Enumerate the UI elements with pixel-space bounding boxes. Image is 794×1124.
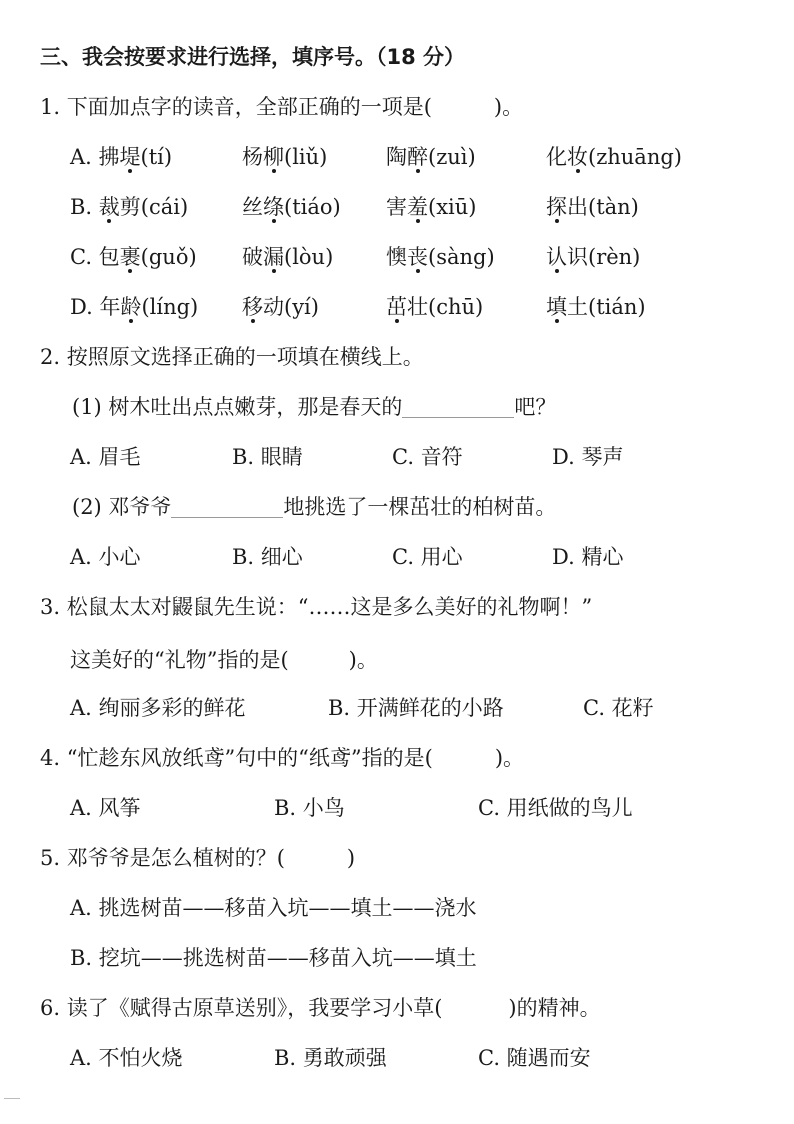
q1-option-b-1: B. 裁剪(cái) bbox=[70, 187, 188, 227]
q1-option-d-4: 填土(tián) bbox=[546, 287, 646, 327]
q2-1-option-a: A. 眉毛 bbox=[70, 445, 141, 469]
q1-option-d-1: D. 年龄(líng) bbox=[70, 287, 198, 327]
q1-option-a-3: 陶醉(zuì) bbox=[386, 137, 476, 177]
question-1 bbox=[40, 87, 794, 127]
fill-blank-q2-2[interactable] bbox=[171, 493, 283, 518]
q2-1-option-d: D. 琴声 bbox=[552, 445, 624, 469]
q5-stem-end: ) bbox=[346, 846, 356, 870]
q6-option-c: C. 随遇而安 bbox=[478, 1046, 591, 1070]
q5-option-a: A. 挑选树苗——移苗入坑——填土——浇水 bbox=[70, 896, 477, 920]
q2-1-option-c: C. 音符 bbox=[392, 445, 463, 469]
q2-part2-options bbox=[0, 537, 794, 577]
q6-stem-text: 6. 读了《赋得古原草送别》，我要学习小草( bbox=[40, 996, 443, 1020]
q3-options bbox=[0, 688, 794, 728]
q1-option-d-2: 移动(yí) bbox=[242, 287, 319, 327]
q4-stem-text: 4. “忙趁东风放纸鸢”句中的“纸鸢”指的是( bbox=[40, 746, 433, 770]
q1-option-c-1: C. 包裹(guǒ) bbox=[70, 237, 197, 277]
question-1-stem-end: )。 bbox=[493, 95, 524, 119]
q4-option-b: B. 小鸟 bbox=[274, 796, 345, 820]
q2-part1-text-end: 吧？ bbox=[514, 395, 557, 419]
q3-option-b: B. 开满鲜花的小路 bbox=[328, 696, 504, 720]
q1-row-a bbox=[0, 137, 794, 177]
q1-option-b-3: 害羞(xiū) bbox=[386, 187, 476, 227]
q2-1-option-b: B. 眼睛 bbox=[232, 445, 303, 469]
q1-option-c-3: 懊丧(sàng) bbox=[386, 237, 495, 277]
question-2-part-2 bbox=[72, 487, 794, 527]
q6-option-b: B. 勇敢顽强 bbox=[274, 1046, 387, 1070]
q5-option-b: B. 挖坑——挑选树苗——移苗入坑——填土 bbox=[70, 946, 477, 970]
q1-option-a-4: 化妆(zhuāng) bbox=[546, 137, 682, 177]
question-5 bbox=[40, 838, 794, 878]
q1-option-c-2: 破漏(lòu) bbox=[242, 237, 333, 277]
q3-option-c: C. 花籽 bbox=[583, 696, 654, 720]
question-4 bbox=[40, 738, 794, 778]
q4-option-c: C. 用纸做的鸟儿 bbox=[478, 796, 633, 820]
section-title: 三、我会按要求进行选择，填序号。（18 分） bbox=[40, 45, 466, 69]
q1-option-c-4: 认识(rèn) bbox=[546, 237, 640, 277]
q6-options bbox=[0, 1038, 794, 1078]
question-1-stem: 1. 下面加点字的读音，全部正确的一项是( bbox=[40, 95, 432, 119]
q1-row-c bbox=[0, 237, 794, 277]
q2-part1-text: (1) 树木吐出点点嫩芽，那是春天的 bbox=[72, 395, 403, 419]
q1-option-a-2: 杨柳(liǔ) bbox=[242, 137, 327, 177]
question-2: 2. 按照原文选择正确的一项填在横线上。 bbox=[40, 345, 424, 369]
q5-stem-text: 5. 邓爷爷是怎么植树的？( bbox=[40, 846, 285, 870]
q2-2-option-a: A. 小心 bbox=[70, 545, 141, 569]
q2-part2-text-end: 地挑选了一棵茁壮的柏树苗。 bbox=[283, 495, 557, 519]
q2-2-option-c: C. 用心 bbox=[392, 545, 463, 569]
q6-option-a: A. 不怕火烧 bbox=[70, 1046, 183, 1070]
q6-stem-end: )的精神。 bbox=[508, 996, 601, 1020]
q2-2-option-b: B. 细心 bbox=[232, 545, 303, 569]
q1-row-d bbox=[0, 287, 794, 327]
q1-option-b-4: 探出(tàn) bbox=[546, 187, 639, 227]
question-3-line-2 bbox=[70, 640, 794, 680]
q1-row-b bbox=[0, 187, 794, 227]
fill-blank-q2-1[interactable] bbox=[402, 393, 514, 418]
q2-part2-text: (2) 邓爷爷 bbox=[72, 495, 172, 519]
q4-option-a: A. 风筝 bbox=[70, 796, 141, 820]
q1-option-a-1: A. 拂堤(tí) bbox=[70, 137, 172, 177]
question-3: 3. 松鼠太太对鼹鼠先生说：“……这是多么美好的礼物啊！” bbox=[40, 595, 593, 619]
q3-option-a: A. 绚丽多彩的鲜花 bbox=[70, 696, 246, 720]
q4-stem-end: )。 bbox=[494, 746, 525, 770]
q3-stem-text: 这美好的“礼物”指的是( bbox=[70, 648, 289, 672]
q1-option-b-2: 丝绦(tiáo) bbox=[242, 187, 341, 227]
question-2-part-1 bbox=[72, 387, 794, 427]
question-6 bbox=[40, 988, 794, 1028]
page-corner-mark bbox=[4, 1098, 20, 1099]
q2-2-option-d: D. 精心 bbox=[552, 545, 624, 569]
q3-stem-end: )。 bbox=[348, 648, 378, 672]
q4-options bbox=[0, 788, 794, 828]
q2-part1-options bbox=[0, 437, 794, 477]
q1-option-d-3: 茁壮(chū) bbox=[386, 287, 483, 327]
